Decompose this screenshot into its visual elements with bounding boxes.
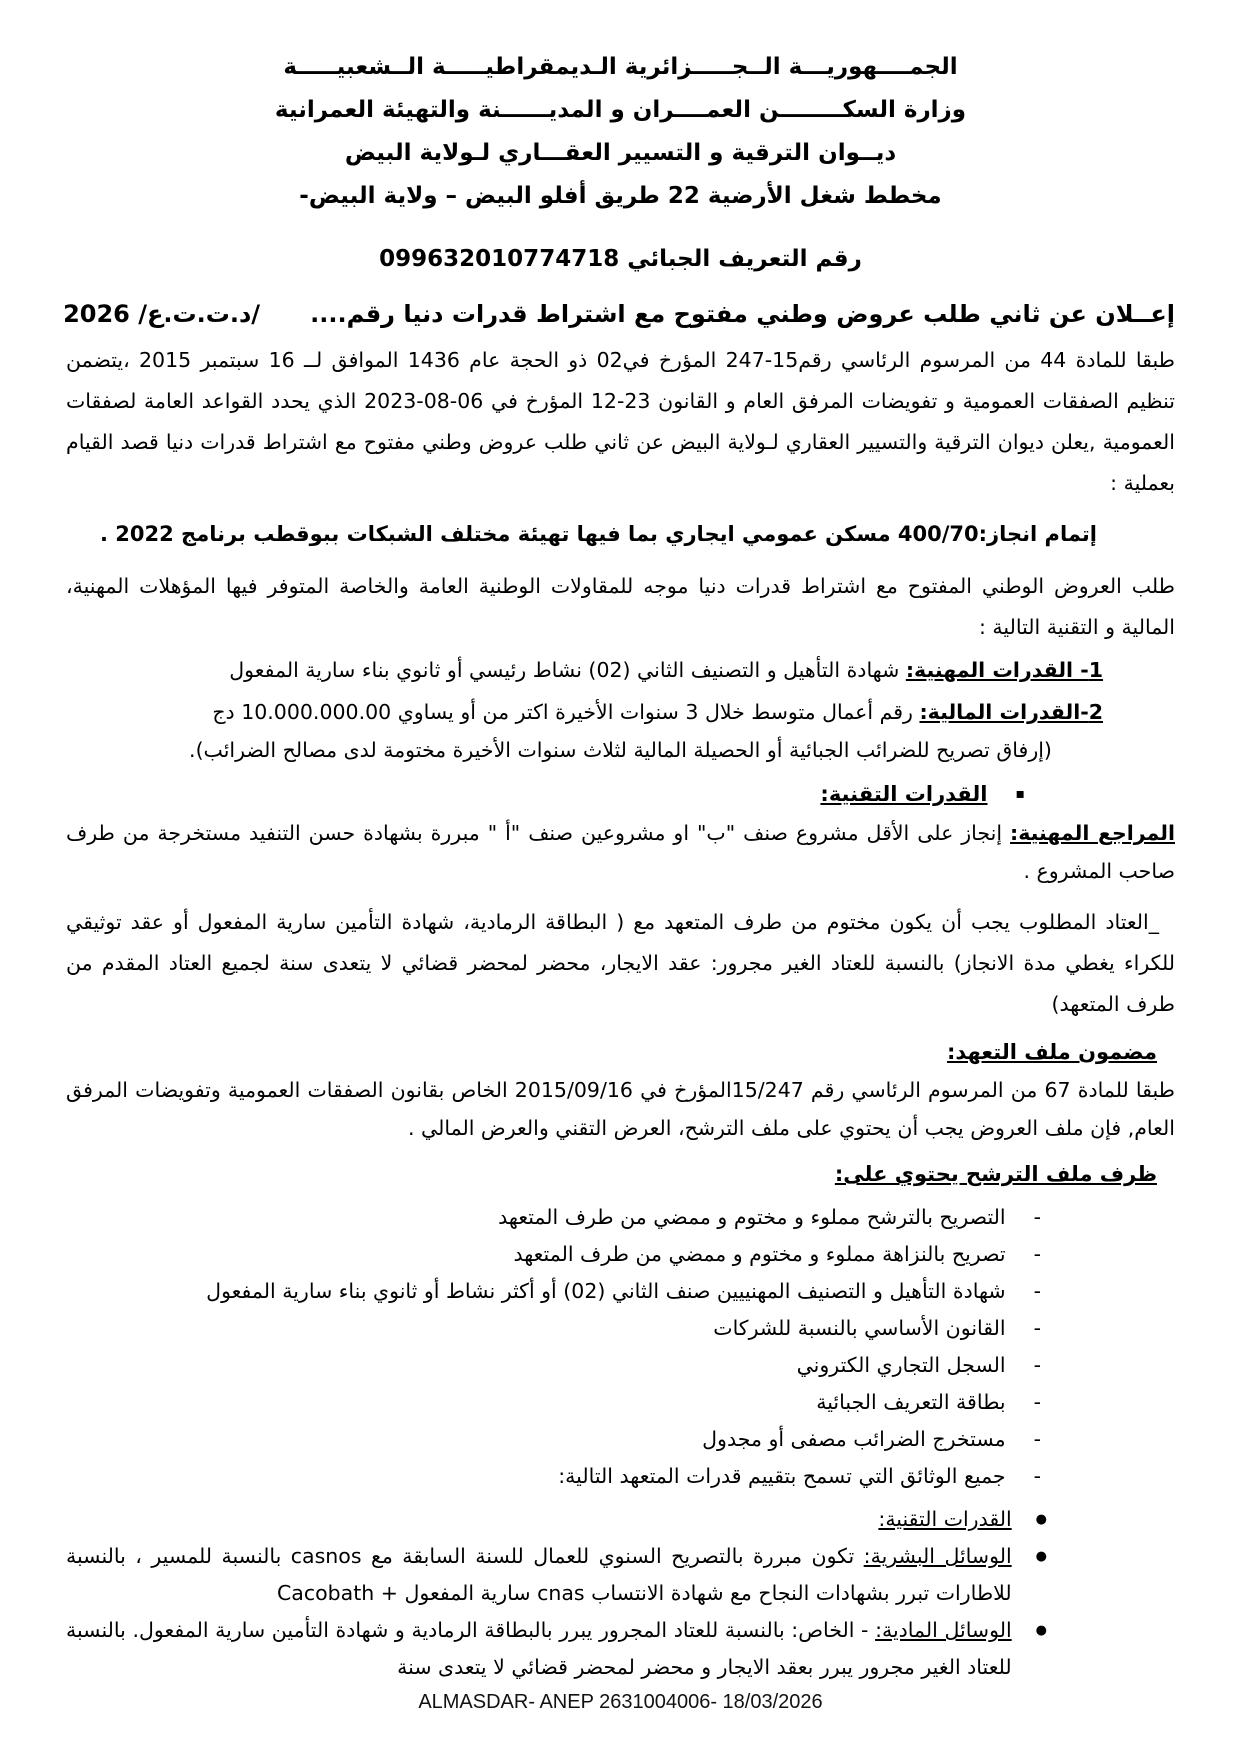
professional-capacities-label: 1- القدرات المهنية:: [905, 658, 1103, 682]
list-item-text: مستخرج الضرائب مصفى أو مجدول: [702, 1427, 1006, 1451]
professional-references-label: المراجع المهنية:: [1010, 821, 1175, 845]
intro-paragraph: طبقا للمادة 44 من المرسوم الرئاسي رقم15-247 المؤرخ في02 ذو الحجة عام 1436 الموافق لــ 16 سبتمبر 2015 ،يتضمن تنظيم الصفقات العمومية و تفويضات المرفق العام و القانون 23-12 المؤرخ في 06-08-2023 الذي يحدد القواعد العامة لصفقات العمومية ,يعلن ديوان الترقية والتسيير العقاري لـولاية البيض عن ثاني طلب عروض وطني مفتوح مع اشتراط قدرات دنيا قصد القيام بعملية :: [66, 348, 1176, 495]
list-item-label: الوسائل البشرية:: [863, 1544, 1012, 1568]
bullet-icon: ●: [1035, 1549, 1047, 1564]
list-item-text: بطاقة التعريف الجبائية: [816, 1390, 1006, 1414]
financial-capacities-line: [66, 692, 1175, 732]
candidacy-documents-list: [66, 1199, 1175, 1495]
dash-icon: -: [1033, 1464, 1041, 1488]
bullet-icon: ●: [1035, 1623, 1047, 1638]
dash-icon: -: [1033, 1390, 1041, 1414]
list-item-label: القدرات التقنية:: [878, 1507, 1012, 1531]
header-office-line: ديــوان الترقية و التسيير العقـــاري لـولاية البيض: [344, 140, 897, 166]
tender-file-paragraph: طبقا للمادة 67 من المرسوم الرئاسي رقم 15/247المؤرخ في 2015/09/16 الخاص بقانون الصفقات العمومية وتفويضات المرفق العام, فإن ملف العروض يجب أن يحتوي على ملف الترشح، العرض التقني والعرض المالي .: [66, 1078, 1175, 1140]
eligibility-paragraph: طلب العروض الوطني المفتوح مع اشتراط قدرات دنيا موجه للمقاولات الوطنية العامة والخاصة المتوفر فيها المؤهلات المهنية، المالية و التقنية التالية :: [66, 574, 1175, 639]
list-item-label: الوسائل المادية:: [875, 1618, 1012, 1642]
list-item-text: [66, 1538, 1012, 1612]
tender-file-heading: مضمون ملف التعهد:: [947, 1040, 1157, 1064]
dash-icon: -: [1033, 1205, 1041, 1229]
professional-references-paragraph: [66, 814, 1175, 890]
list-item: [66, 1538, 1175, 1612]
header-republic-line: الجمــــهوريـــة الــجـــــزائرية الـديمقراطيـــــة الــشعبيـــــة: [283, 54, 958, 80]
operation-line: إتمام انجاز:400/70 مسكن عمومي ايجاري بما فيها تهيئة مختلف الشبكات ببوقطب برنامج 2022 .: [100, 522, 1097, 546]
list-item: [66, 1501, 1175, 1538]
technical-capacities-line: [66, 774, 1175, 814]
list-item: [66, 1273, 1175, 1310]
list-item: [66, 1310, 1175, 1347]
list-item-text: تصريح بالنزاهة مملوء و مختوم و ممضي من طرف المتعهد: [513, 1242, 1006, 1266]
technical-capacities-heading: القدرات التقنية:: [820, 782, 988, 806]
list-item-detail: - الخاص: بالنسبة للعتاد المجرور يبرر بالبطاقة الرمادية و شهادة التأمين سارية المفعول. بالنسبة للعتاد الغير مجرور يبرر بعقد الايجار و محضر لمحضر قضائي لا يتعدى سنة: [66, 1618, 1012, 1679]
list-item-text: شهادة التأهيل و التصنيف المهنييين صنف الثاني (02) أو أكثر نشاط أو ثانوي بناء سارية المفعول: [206, 1279, 1006, 1303]
professional-capacities-line: [66, 650, 1175, 690]
list-item-text: السجل التجاري الكتروني: [796, 1353, 1006, 1377]
equipment-paragraph: _العتاد المطلوب يجب أن يكون مختوم من طرف المتعهد مع ( البطاقة الرمادية، شهادة التأمين سارية المفعول أو عقد توثيقي للكراء يغطي مدة الانجاز) بالنسبة للعتاد الغير مجرور: عقد الايجار، محضر لمحضر قضائي لا يتعدى سنة لجميع العتاد المقدم من طرف المتعهد): [66, 910, 1175, 1016]
list-item: [66, 1236, 1175, 1273]
header-ministry-line: وزارة السكــــــــن العمــــران و المديــــــنة والتهيئة العمرانية: [274, 97, 967, 123]
list-item: [66, 1458, 1175, 1495]
square-bullet-icon: ▪: [1015, 786, 1025, 802]
fiscal-id-line: رقم التعريف الجبائي 099632010774718: [379, 246, 862, 272]
list-item-text: القانون الأساسي بالنسبة للشركات: [713, 1316, 1006, 1340]
list-item-text: [66, 1501, 1012, 1538]
anep-footer-note: ALMASDAR- ANEP 2631004006- 18/03/2026: [418, 1691, 823, 1713]
header-address-line: مخطط شغل الأرضية 22 طريق أفلو البيض – ولاية البيض-: [299, 183, 942, 209]
list-item-text: جميع الوثائق التي تسمح بتقييم قدرات المتعهد التالية:: [558, 1464, 1006, 1488]
bullet-icon: ●: [1035, 1512, 1047, 1527]
financial-note: (إرفاق تصريح للضرائب الجبائية أو الحصيلة المالية لثلاث سنوات الأخيرة مختومة لدى مصالح الضرائب).: [189, 738, 1052, 762]
financial-capacities-label: 2-القدرات المالية:: [919, 700, 1103, 724]
list-item: [66, 1347, 1175, 1384]
dash-icon: -: [1033, 1353, 1041, 1377]
dash-icon: -: [1033, 1242, 1041, 1266]
announcement-title: إعــلان عن ثاني طلب عروض وطني مفتوح مع اشتراط قدرات دنيا رقم.... /د.ت.ت.ع/ 2026: [63, 300, 1175, 328]
professional-references-text: إنجاز على الأقل مشروع صنف "ب" او مشروعين صنف "أ " مبررة بشهادة حسن التنفيد مستخرجة من طرف صاحب المشروع .: [66, 821, 1175, 883]
list-item-detail: تكون مبررة بالتصريح السنوي للعمال للسنة السابقة مع casnos بالنسبة للمسير ، بالنسبة للاطارات تبرر بشهادات النجاح مع شهادة الانتساب cnas سارية المفعول + Cacobath: [66, 1544, 1012, 1605]
list-item-text: التصريح بالترشح مملوء و مختوم و ممضي من طرف المتعهد: [498, 1205, 1006, 1229]
list-item: [66, 1421, 1175, 1458]
financial-capacities-text: رقم أعمال متوسط خلال 3 سنوات الأخيرة اكتر من أو يساوي 10.000.000.00 دج: [212, 700, 920, 724]
list-item: [66, 1199, 1175, 1236]
capacity-evaluation-list: [66, 1501, 1175, 1686]
dash-icon: -: [1033, 1279, 1041, 1303]
dash-icon: -: [1033, 1427, 1041, 1451]
list-item: [66, 1612, 1175, 1686]
list-item-text: [66, 1612, 1012, 1686]
candidacy-envelope-heading: ظرف ملف الترشح يحتوي على:: [834, 1162, 1157, 1186]
professional-capacities-text: شهادة التأهيل و التصنيف الثاني (02) نشاط رئيسي أو ثانوي بناء سارية المفعول: [229, 658, 906, 682]
dash-icon: -: [1033, 1316, 1041, 1340]
list-item: [66, 1384, 1175, 1421]
